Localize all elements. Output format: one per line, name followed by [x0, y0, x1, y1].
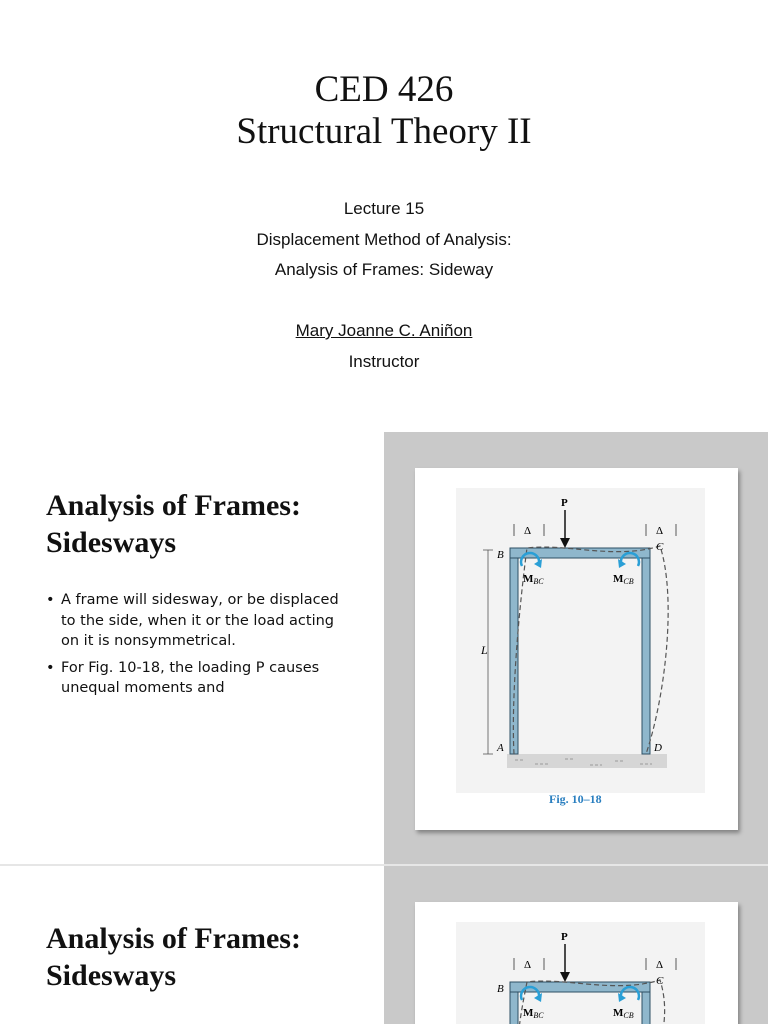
bullet-list	[46, 590, 356, 705]
length-label: L	[481, 643, 488, 657]
ground	[507, 754, 667, 768]
node-b-label: B	[497, 549, 504, 561]
content-slide-2	[0, 866, 768, 1024]
lecture-number: Lecture 15	[343, 199, 425, 218]
delta-left: Δ	[524, 959, 532, 971]
figure-caption: Fig. 10–18	[549, 792, 602, 806]
bullet-item: • For Fig. 10-18, the loading P causes unequal moments and	[46, 658, 356, 699]
node-c-label: C	[656, 541, 664, 553]
column-cd	[642, 548, 650, 754]
heading-line-1: Analysis of Frames:	[46, 922, 301, 955]
heading-line-2: Sidesways	[46, 959, 177, 992]
course-code: CED 426	[314, 69, 454, 110]
load-label: P	[561, 497, 568, 509]
instructor-name	[0, 321, 768, 341]
load-arrowhead	[560, 972, 570, 982]
frame-figure	[415, 902, 738, 1024]
load-arrowhead	[560, 538, 570, 548]
topic-line-2: Analysis of Frames: Sideway	[274, 260, 494, 279]
delta-right: Δ	[656, 959, 664, 971]
course-title: Structural Theory II	[236, 111, 532, 152]
slide-heading	[46, 920, 301, 994]
heading-line-1: Analysis of Frames:	[46, 489, 301, 522]
node-d-label: D	[654, 742, 662, 754]
node-b-label: B	[497, 983, 504, 995]
heading-line-2: Sidesways	[46, 526, 177, 559]
title-slide	[0, 0, 768, 432]
moment-cb-label: MCB	[613, 573, 634, 586]
moment-bc-label: MBC	[523, 1007, 544, 1020]
moment-cb-label: MCB	[613, 1007, 634, 1020]
topic-line-1: Displacement Method of Analysis:	[256, 230, 512, 249]
column-ab	[510, 548, 518, 754]
node-a-label: A	[497, 742, 504, 754]
moment-bc-label: MBC	[523, 573, 544, 586]
instructor-role: Instructor	[348, 352, 420, 371]
delta-left: Δ	[524, 525, 532, 537]
figure-card	[415, 468, 738, 830]
figure-card	[415, 902, 738, 1024]
delta-right: Δ	[656, 525, 664, 537]
node-c-label: C	[656, 975, 664, 987]
instructor-name-text: Mary Joanne C. Aniñon	[295, 321, 473, 340]
bullet-item: • A frame will sidesway, or be displaced to the side, when it or the load acting on it is nonsymmetrical.	[46, 590, 356, 652]
frame-figure	[415, 468, 738, 830]
content-slide-1	[0, 432, 768, 864]
load-label: P	[561, 931, 568, 943]
slide-heading	[46, 487, 301, 561]
